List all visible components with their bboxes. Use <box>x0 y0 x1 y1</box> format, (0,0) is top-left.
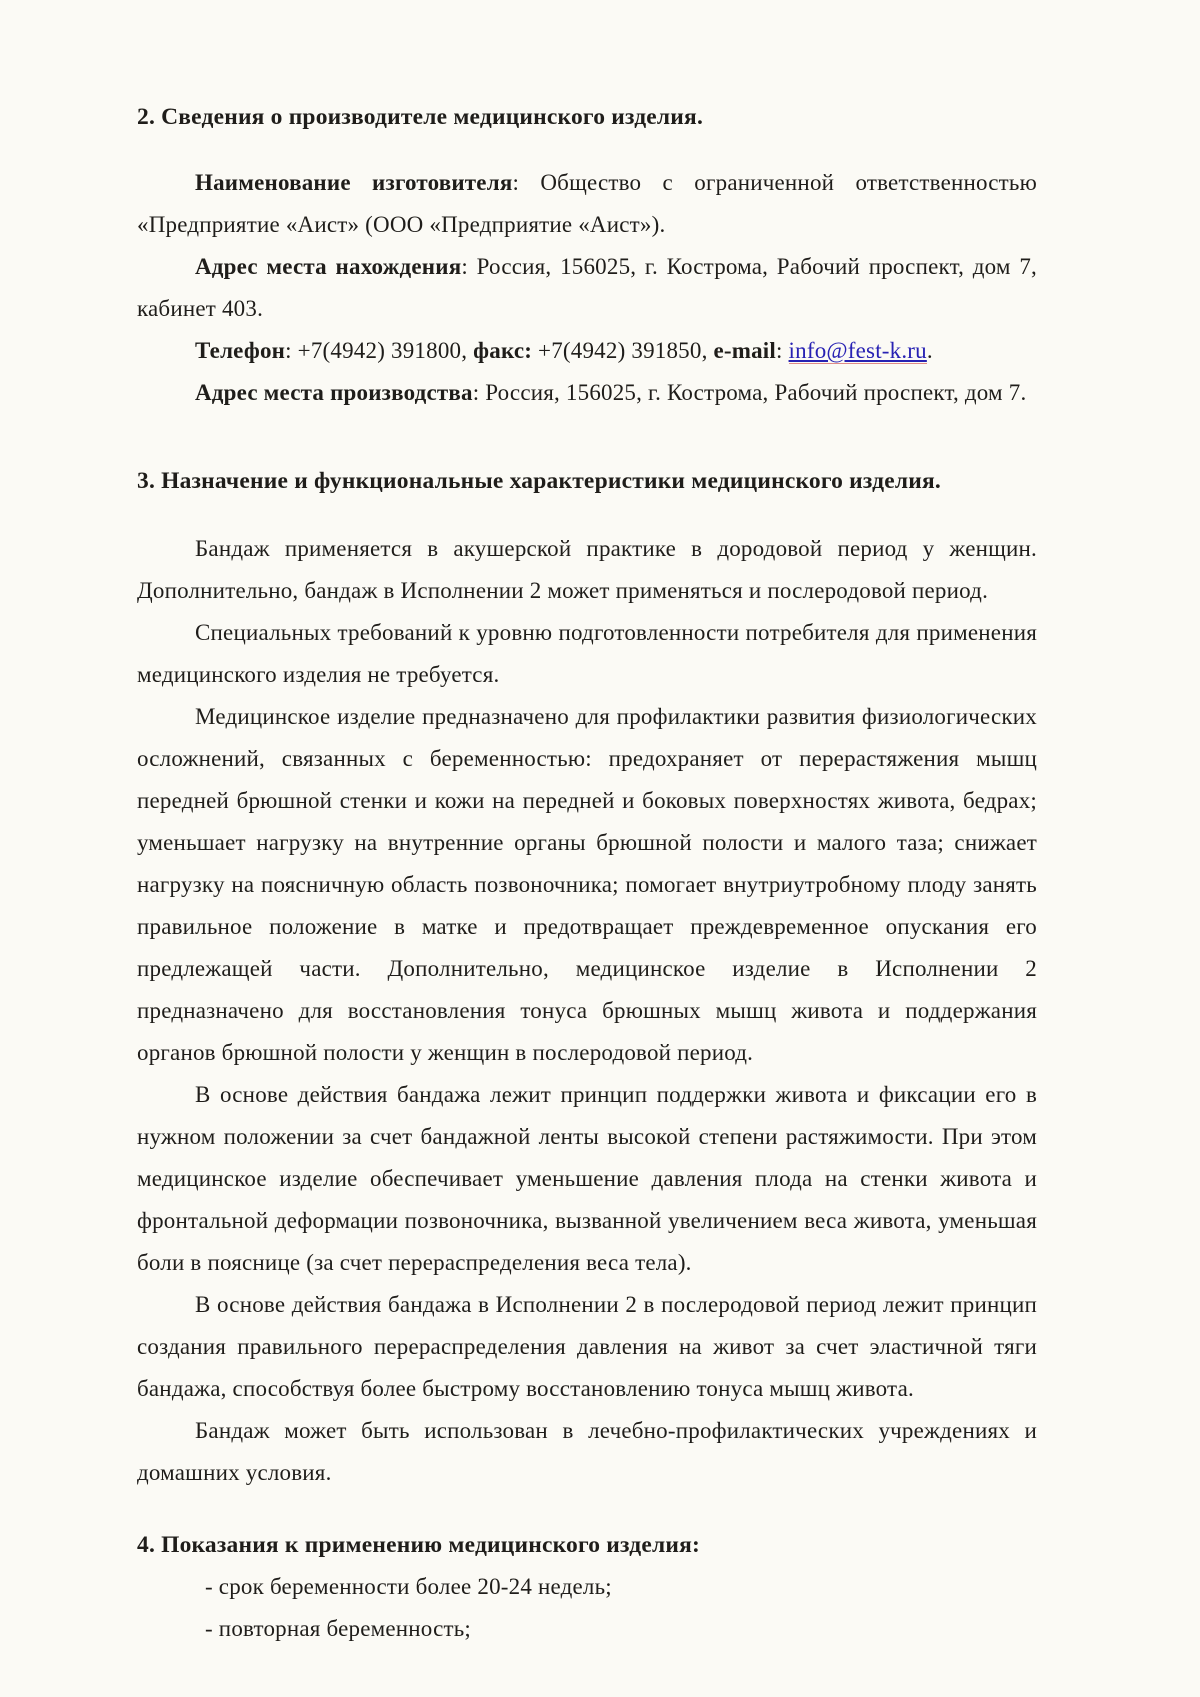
text-run: . <box>926 338 933 363</box>
text-run: Адрес места производства <box>195 380 473 405</box>
section-2-heading: 2. Сведения о производителе медицинского изделия. <box>137 104 704 130</box>
production-address-paragraph <box>137 372 1037 414</box>
purpose-paragraph-usage: Бандаж применяется в акушерской практике в дородовой период у женщин. Дополнительно, бандаж в Исполнении 2 может применяться и послеродовой период. <box>137 536 1037 603</box>
text-run: e-mail <box>713 338 776 363</box>
text-run: : <box>776 338 789 363</box>
indication-item-pregnancy-term: - срок беременности более 20-24 недель; <box>205 1574 612 1599</box>
section-purpose-and-characteristics <box>137 460 1037 1494</box>
section-manufacturer-info <box>137 96 1037 414</box>
text-run: факс: <box>473 338 533 363</box>
purpose-paragraph-principle: В основе действия бандажа лежит принцип поддержки живота и фиксации его в нужном положении за счет бандажной ленты высокой степени растяжимости. При этом медицинское изделие обеспечивает уменьшение давления плода на стенки живота и фронтальной деформации позвоночника, вызванной увеличением веса живота, уменьшая боли в пояснице (за счет перераспределения веса тела). <box>137 1082 1037 1275</box>
contacts-paragraph <box>137 330 1037 372</box>
text-run: : Россия, 156025, г. Кострома, Рабочий проспект, дом 7, кабинет 403. <box>137 254 1037 321</box>
text-run: Адрес места нахождения <box>195 254 462 279</box>
section-indications <box>137 1524 1037 1650</box>
manufacturer-name-paragraph <box>137 162 1037 246</box>
email-link[interactable]: info@fest-k.ru <box>788 338 927 363</box>
text-run: +7(4942) 391850, <box>532 338 714 363</box>
indication-item-repeat-pregnancy: - повторная беременность; <box>205 1616 472 1641</box>
registered-address-paragraph <box>137 246 1037 330</box>
text-run: : Общество с ограниченной ответственностью «Предприятие «Аист» (ООО «Предприятие «Аист»). <box>137 170 1037 237</box>
purpose-paragraph-facilities: Бандаж может быть использован в лечебно-профилактических учреждениях и домашних условия. <box>137 1418 1037 1485</box>
text-run: Наименование изготовителя <box>195 170 513 195</box>
section-4-heading: 4. Показания к применению медицинского изделия: <box>137 1532 701 1558</box>
purpose-paragraph-no-training: Специальных требований к уровню подготовленности потребителя для применения медицинского изделия не требуется. <box>137 620 1037 687</box>
text-run: Телефон <box>195 338 286 363</box>
purpose-paragraph-prevention: Медицинское изделие предназначено для профилактики развития физиологических осложнений, связанных с беременностью: предохраняет от перерастяжения мышц передней брюшной стенки и кожи на передней и боковых поверхностях живота, бедрах; уменьшает нагрузку на внутренние органы брюшной полости и малого таза; снижает нагрузку на поясничную область позвоночника; помогает внутриутробному плоду занять правильное положение в матке и предотвращает преждевременное опускания его предлежащей части. Дополнительно, медицинское изделие в Исполнении 2 предназначено для восстановления тонуса брюшных мышц живота и поддержания органов брюшной полости у женщин в послеродовой период. <box>137 704 1037 1065</box>
section-3-heading: 3. Назначение и функциональные характеристики медицинского изделия. <box>137 468 941 494</box>
text-run: : Россия, 156025, г. Кострома, Рабочий проспект, дом 7. <box>472 380 1027 405</box>
purpose-paragraph-postnatal-principle: В основе действия бандажа в Исполнении 2 в послеродовой период лежит принцип создания правильного перераспределения давления на живот за счет эластичной тяги бандажа, способствуя более быстрому восстановлению тонуса мышц живота. <box>137 1292 1037 1401</box>
text-run: : +7(4942) 391800, <box>285 338 474 363</box>
